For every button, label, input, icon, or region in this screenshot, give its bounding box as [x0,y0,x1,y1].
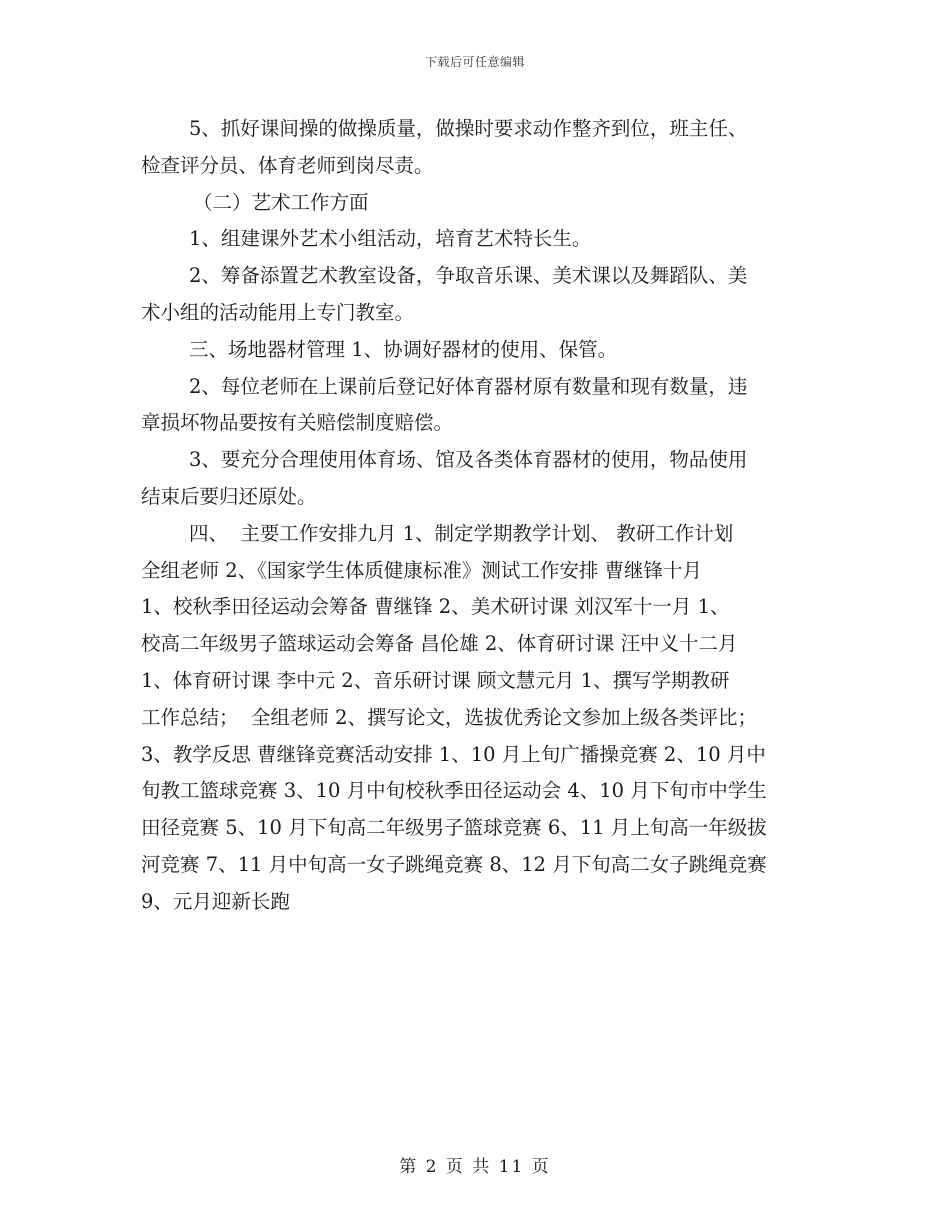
paragraph-line: 3、要充分合理使用体育场、馆及各类体育器材的使用，物品使用 [189,448,748,472]
page-number-footer: 第 2 页 共 11 页 [399,1157,551,1177]
section-heading: （二）艺术工作方面 [193,190,369,214]
paragraph-line: 检查评分员、体育老师到岗尽责。 [141,153,434,177]
paragraph-line: 结束后要归还原处。 [141,484,317,508]
paragraph-line: 2、每位老师在上课前后登记好体育器材原有数量和现有数量，违 [189,374,748,398]
paragraph-line: 旬教工篮球竞赛 3、10 月中旬校秋季田径运动会 4、10 月下旬市中学生 [141,779,767,803]
document-body [141,111,809,921]
paragraph-line: 5、抓好课间操的做操质量，做操时要求动作整齐到位，班主任、 [189,117,748,140]
paragraph-line: 1、体育研讨课 李中元 2、音乐研讨课 顾文慧元月 1、撰写学期教研 [141,668,730,692]
paragraph-line: 3、教学反思 曹继锋竞赛活动安排 1、10 月上旬广播操竞赛 2、10 月中 [141,742,766,766]
paragraph-line: 全组老师 2、《国家学生体质健康标准》测试工作安排 曹继锋十月 [141,558,703,582]
paragraph-line: 校高二年级男子篮球运动会筹备 昌伦雄 2、体育研讨课 汪中义十二月 [141,632,738,656]
paragraph-line: 2、筹备添置艺术教室设备，争取音乐课、美术课以及舞蹈队、美 [189,264,748,288]
paragraph-line: 工作总结； 全组老师 2、撰写论文，选拔优秀论文参加上级各类评比； [141,705,758,729]
section-heading: 三、场地器材管理 1、协调好器材的使用、保管。 [189,337,618,361]
paragraph-line: 1、组建课外艺术小组活动，培育艺术特长生。 [189,227,592,251]
paragraph-line: 田径竞赛 5、10 月下旬高二年级男子篮球竞赛 6、11 月上旬高一年级拔 [141,816,767,840]
paragraph-line: 术小组的活动能用上专门教室。 [141,300,415,324]
page-header: 下载后可任意编辑 [424,55,525,69]
paragraph-line: 章损坏物品要按有关赔偿制度赔偿。 [141,411,454,435]
section-heading: 四、 主要工作安排九月 1、制定学期教学计划、 教研工作计划 [189,521,734,545]
paragraph-line: 9、元月迎新长跑 [141,889,290,913]
paragraph-line: 1、校秋季田径运动会筹备 曹继锋 2、美术研讨课 刘汉军十一月 1、 [141,595,730,619]
paragraph-line: 河竞赛 7、11 月中旬高一女子跳绳竞赛 8、12 月下旬高二女子跳绳竞赛 [141,852,767,876]
